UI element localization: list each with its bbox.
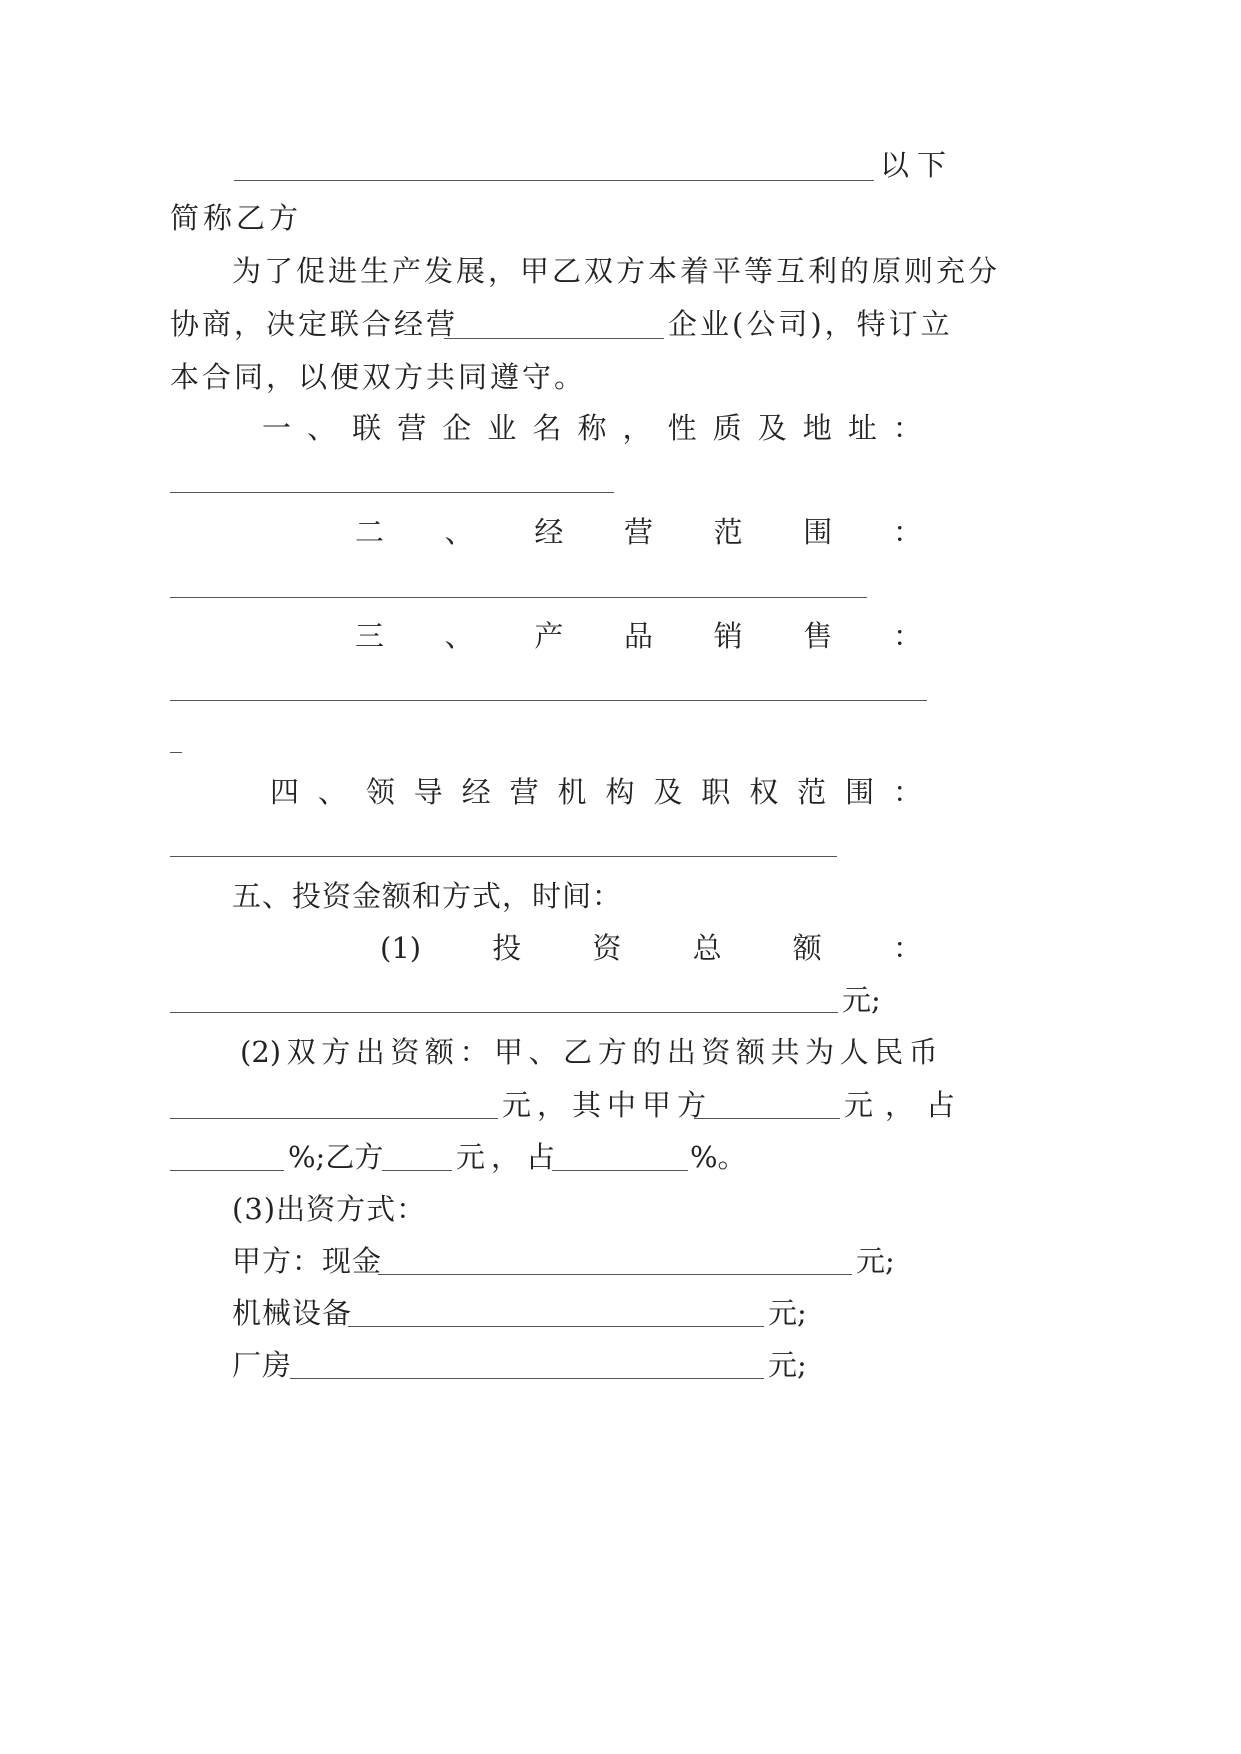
s3-c1: 、 (444, 619, 474, 653)
s4-c9: 职 (701, 775, 731, 809)
blank-joint-capital[interactable] (170, 1118, 498, 1119)
text-party-a-share: 元，占 (844, 1088, 968, 1122)
i2-c10: 方 (597, 1035, 627, 1069)
i1-c4: 额 (792, 931, 822, 965)
intro-line-3: 本合同，以便双方共同遵守。 (170, 360, 587, 394)
s3-c5: 售 (803, 619, 833, 653)
text-party-b-share: 元，占 (456, 1140, 562, 1174)
s4-c2: 领 (365, 775, 395, 809)
s4-c6: 机 (557, 775, 587, 809)
section-1-heading (262, 408, 922, 448)
s1-c1: 、 (307, 411, 337, 445)
blank-party-b-percent[interactable] (552, 1170, 688, 1171)
blank-party-a-amount[interactable] (694, 1118, 840, 1119)
item-3-heading: (3)出资方式： (232, 1192, 427, 1226)
intro-line-1: 为了促进生产发展，甲乙双方本着平等互利的原则充分 (232, 254, 1001, 288)
s1-c0: 一 (262, 411, 292, 445)
i1-c0: (1) (380, 931, 422, 965)
s2-c2: 经 (534, 515, 564, 549)
item-2-line-1 (240, 1032, 938, 1072)
section-3-heading (355, 616, 922, 656)
s3-c6: ： (892, 619, 922, 653)
blank-enterprise-info[interactable] (170, 492, 614, 493)
s1-c3: 营 (397, 411, 427, 445)
blank-plant[interactable] (290, 1378, 764, 1379)
text-cash-unit: 元; (856, 1244, 895, 1278)
blank-total-investment[interactable] (170, 1012, 838, 1013)
s4-c7: 构 (605, 775, 635, 809)
i2-c6: ： (459, 1035, 489, 1069)
s1-c13: 址 (847, 411, 877, 445)
i2-c16: 为 (805, 1035, 835, 1069)
s1-c10: 质 (712, 411, 742, 445)
s1-c12: 地 (802, 411, 832, 445)
s4-c1: 、 (317, 775, 347, 809)
label-cash: 甲方：现金 (232, 1244, 383, 1278)
s2-c3: 营 (623, 515, 653, 549)
s1-c4: 企 (442, 411, 472, 445)
s4-c12: 围 (845, 775, 875, 809)
intro-line-2a: 协商，决定联合经营 (170, 307, 459, 341)
i2-c18: 民 (874, 1035, 904, 1069)
section-5-heading: 五、投资金额和方式，时间： (232, 879, 623, 913)
s1-c11: 及 (757, 411, 787, 445)
s1-c8: ， (622, 411, 652, 445)
i2-c12: 出 (666, 1035, 696, 1069)
s2-c0: 二 (355, 515, 385, 549)
s3-c2: 产 (534, 619, 564, 653)
s4-c13: ： (892, 775, 922, 809)
i1-c2: 资 (592, 931, 622, 965)
i2-c1: 双 (286, 1035, 316, 1069)
intro-line-2b: 企业(公司)，特订立 (668, 307, 953, 341)
label-equipment: 机械设备 (232, 1296, 353, 1330)
s2-c1: 、 (444, 515, 474, 549)
i2-c14: 额 (735, 1035, 765, 1069)
i2-c2: 方 (321, 1035, 351, 1069)
text-equipment-unit: 元; (768, 1296, 807, 1330)
s2-c4: 范 (713, 515, 743, 549)
blank-cash[interactable] (378, 1274, 852, 1275)
s1-c6: 名 (532, 411, 562, 445)
i2-c4: 资 (390, 1035, 420, 1069)
i2-c0: (2) (240, 1035, 282, 1069)
s4-c8: 及 (653, 775, 683, 809)
blank-product-sales-cont[interactable] (170, 752, 182, 753)
s1-c5: 业 (487, 411, 517, 445)
s4-c5: 营 (509, 775, 539, 809)
s4-c10: 权 (749, 775, 779, 809)
text-plant-unit: 元; (768, 1348, 807, 1382)
s1-c2: 联 (352, 411, 382, 445)
s2-c6: ： (892, 515, 922, 549)
i2-c19: 币 (908, 1035, 938, 1069)
label-plant: 厂房 (232, 1348, 293, 1382)
s3-c3: 品 (623, 619, 653, 653)
section-4-heading (270, 772, 922, 812)
i2-c11: 的 (632, 1035, 662, 1069)
s1-c7: 称 (577, 411, 607, 445)
blank-management[interactable] (170, 856, 837, 857)
s4-c3: 导 (413, 775, 443, 809)
text-total-unit: 元; (842, 983, 881, 1017)
i2-c5: 额 (424, 1035, 454, 1069)
blank-equipment[interactable] (348, 1326, 764, 1327)
i2-c8: 、 (528, 1035, 558, 1069)
section-2-heading (355, 512, 922, 552)
s3-c0: 三 (355, 619, 385, 653)
s4-c11: 范 (797, 775, 827, 809)
i2-c9: 乙 (563, 1035, 593, 1069)
i2-c15: 共 (770, 1035, 800, 1069)
blank-product-sales[interactable] (170, 700, 927, 701)
s1-c14: ： (892, 411, 922, 445)
i1-c3: 总 (692, 931, 722, 965)
i2-c7: 甲 (494, 1035, 524, 1069)
text-capital-party-a: 元，其中甲方 (502, 1088, 713, 1122)
text-hereinafter: 以下 (880, 148, 955, 182)
s3-c4: 销 (713, 619, 743, 653)
item-1-heading (380, 928, 922, 968)
i2-c3: 出 (355, 1035, 385, 1069)
blank-party-a-percent[interactable] (170, 1170, 284, 1171)
text-party-b-label: %;乙方 (288, 1140, 384, 1174)
blank-party-b-amount[interactable] (382, 1170, 452, 1171)
blank-party-b-name[interactable] (234, 180, 874, 181)
text-percent-end: %。 (690, 1140, 747, 1174)
i2-c13: 资 (701, 1035, 731, 1069)
text-party-b-short: 简称乙方 (170, 201, 303, 235)
i1-c5: ： (892, 931, 922, 965)
i1-c1: 投 (492, 931, 522, 965)
s4-c0: 四 (270, 775, 300, 809)
i2-c17: 人 (839, 1035, 869, 1069)
s2-c5: 围 (803, 515, 833, 549)
blank-enterprise-name[interactable] (444, 338, 664, 339)
s1-c9: 性 (667, 411, 697, 445)
blank-business-scope[interactable] (170, 597, 867, 598)
s4-c4: 经 (461, 775, 491, 809)
